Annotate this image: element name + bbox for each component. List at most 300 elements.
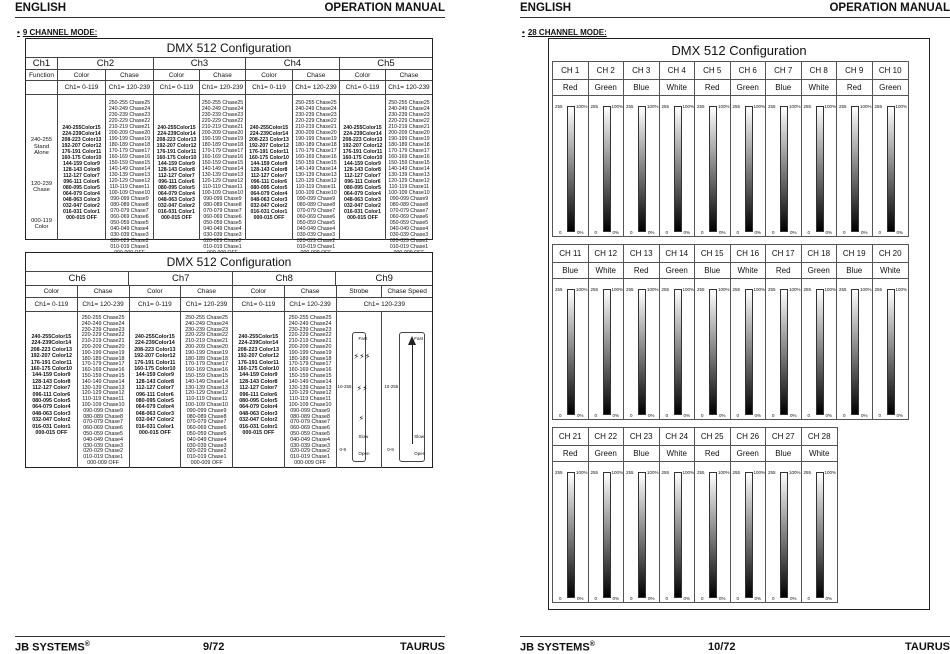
chase-list-item: 220-229 Chase22 [388, 118, 430, 124]
channel-fader-cell [695, 428, 731, 602]
channel-fader-cell [766, 428, 802, 602]
chase-list-item: 180-189 Chase18 [201, 142, 244, 148]
color-list-item: 112-127 Color7 [158, 173, 195, 179]
chase-list-item: 230-239 Chase23 [185, 326, 229, 333]
channel-number: CH 14 [660, 245, 695, 263]
chase-list-item: 170-179 Chase17 [295, 148, 337, 154]
chase-list-item: 040-049 Chase4 [83, 436, 124, 443]
strobe-open-label: Open [358, 451, 370, 456]
channel-color: Green [873, 80, 909, 96]
color-list-item: 128-143 Color8 [32, 378, 71, 385]
channel-fader-cell [802, 245, 838, 419]
channel-fader-cell [802, 428, 838, 602]
channel-color: Green [802, 263, 837, 279]
chase-list-item: 240-249 Chase24 [388, 106, 430, 112]
chase-list-item: 210-219 Chase21 [108, 124, 151, 130]
color-list-item: 128-143 Color8 [135, 378, 175, 385]
channel-number: CH 18 [802, 245, 837, 263]
color-list-item: 048-063 Color3 [32, 410, 71, 417]
chase-list-item: 070-079 Chase7 [186, 419, 227, 426]
color-list-item: 080-095 Color5 [239, 398, 278, 405]
color-list-item: 192-207 Color12 [30, 353, 73, 360]
channel-color: White [802, 446, 838, 462]
mode-heading: • 28 CHANNEL MODE: [522, 28, 607, 37]
ch2-color-value: Ch1= 0-119 [58, 81, 106, 94]
chase-list-item: 180-189 Chase18 [81, 355, 125, 362]
chase-list-item: 250-255 Chase25 [288, 315, 332, 321]
channel-color: Blue [624, 446, 659, 462]
scale-tick-label: 0% [896, 230, 904, 235]
scale-tick-label: 100% [824, 104, 837, 109]
channel-fader-cell [553, 428, 589, 602]
channel-fader-cell [802, 62, 838, 236]
footer-rule [520, 636, 950, 637]
color-list-item: 240-255Color15 [238, 334, 279, 340]
chase-list-item: 050-059 Chase5 [83, 430, 124, 437]
ch3-chase-value: Ch1= 120-239 [200, 81, 246, 94]
color-list-item: 064-079 Color4 [239, 404, 278, 411]
ch2-color-label: Color [58, 70, 106, 80]
channel-fader-cell [766, 245, 802, 419]
chase-list-item: 010-019 Chase1 [296, 244, 336, 250]
chase-list-item: 020-029 Chase2 [296, 238, 336, 244]
chase-list-item: 210-219 Chase21 [185, 338, 229, 345]
dimmer-gradient-bar [674, 289, 682, 415]
strobe-column [337, 312, 383, 468]
chase-list-item: 000-009 OFF [294, 459, 327, 466]
chase-list-item: 240-249 Chase24 [108, 106, 151, 112]
scale-tick-label: 0 [878, 230, 882, 235]
chase-list-item: 130-139 Chase13 [295, 172, 337, 178]
scale-tick-label: 0 [843, 230, 846, 235]
ch9-value: Ch1= 120-239 [363, 301, 405, 308]
chase-list-item: 240-249 Chase24 [295, 106, 337, 112]
channel-number: CH 21 [553, 428, 588, 446]
color-list-item: 016-031 Color1 [250, 209, 288, 215]
chase-list-item: 070-079 Chase7 [290, 419, 331, 426]
chase-list-item: 030-039 Chase3 [290, 442, 331, 449]
channel-number: CH 16 [731, 245, 766, 263]
scale-tick-label: 0% [754, 230, 762, 235]
chase-list-item: 170-179 Chase17 [185, 361, 229, 368]
chase-list-item: 210-219 Chase21 [388, 124, 430, 130]
config-title: DMX 512 Configuration [166, 41, 292, 55]
scale-tick-label: 0 [736, 596, 740, 601]
color-list-item: 192-207 Color12 [342, 143, 383, 149]
fader-row [552, 244, 909, 420]
chase-list-item: 250-255 Chase25 [388, 100, 430, 106]
dimmer-gradient-bar [851, 289, 859, 415]
scale-tick-label: 0% [754, 596, 762, 601]
header-manual: OPERATION MANUAL [829, 2, 950, 14]
chase-list-item: 070-079 Chase7 [83, 419, 124, 426]
color-list-item: 144-159 Color9 [63, 161, 100, 167]
chase-list-item: 150-159 Chase15 [185, 372, 229, 379]
chase-list-item: 100-109 Chase10 [295, 190, 337, 196]
chase-list-item: 230-239 Chase23 [201, 112, 244, 118]
scale-tick-label: 0% [719, 413, 726, 418]
channel-number: CH 23 [624, 428, 659, 446]
color-list-item: 128-143 Color8 [239, 378, 278, 385]
color-list-item: 080-095 Color5 [63, 185, 100, 191]
scale-tick-label: 0% [719, 596, 726, 601]
color-list-item: 064-079 Color4 [344, 191, 381, 197]
chase-list-item: 130-139 Chase13 [388, 172, 430, 178]
channel-color: Blue [766, 80, 801, 96]
scale-tick-label: 255 [626, 104, 634, 109]
scale-tick-label: 0 [559, 413, 562, 418]
chase-list-item: 220-229 Chase22 [201, 118, 244, 124]
blank-cell [26, 81, 58, 94]
color-list-item: 176-191 Color11 [237, 359, 279, 366]
channel-number: CH 4 [660, 62, 695, 80]
fader-row [552, 61, 909, 237]
chase-list-item: 100-109 Chase10 [388, 190, 430, 196]
chase-list-item: 200-209 Chase20 [185, 343, 229, 350]
channel-fader-cell [731, 245, 767, 419]
channel-fader-cell [731, 428, 767, 602]
scale-tick-label: 255 [555, 287, 563, 292]
color-list-item: 112-127 Color7 [63, 173, 100, 179]
scale-tick-label: 100% [824, 470, 837, 475]
strobe-medium-icon: ⚡⚡ [356, 384, 368, 393]
scale-tick-label: 100% [611, 287, 624, 292]
color-list-item: 144-159 Color9 [344, 161, 381, 167]
scale-tick-label: 255 [661, 104, 670, 109]
chase-list-item: 030-039 Chase3 [83, 442, 124, 449]
chase-list-item: 130-139 Chase13 [288, 384, 332, 391]
ch4-chase-value: Ch1= 120-239 [293, 81, 340, 94]
scale-tick-label: 0% [577, 596, 584, 601]
color-list-item: 176-191 Color11 [134, 359, 176, 366]
scale-tick-label: 255 [768, 470, 776, 475]
chase-list-item: 130-139 Chase13 [185, 384, 229, 391]
chase-list-item: 170-179 Chase17 [108, 148, 151, 154]
chase-list-item: 070-079 Chase7 [389, 208, 429, 214]
color-list-item: 000-015 OFF [347, 215, 378, 221]
color-list-item: 128-143 Color8 [344, 167, 381, 173]
scale-tick-label: 0 [594, 413, 598, 418]
color-list-item: 144-159 Color9 [250, 161, 288, 167]
channel-color: Blue [766, 446, 801, 462]
chase-list-item: 140-149 Chase14 [388, 166, 430, 172]
strobe-slow-label: Slow [358, 434, 369, 439]
scale-tick-label: 100% [611, 104, 624, 109]
scale-tick-label: 0 [559, 230, 562, 235]
dimmer-gradient-bar [745, 106, 753, 232]
chase-list-item: 090-099 Chase9 [186, 407, 227, 414]
color-list-item: 208-223 Color13 [30, 346, 73, 353]
dimmer-gradient-bar [709, 106, 717, 232]
chase-list [78, 316, 129, 467]
channel-color: White [660, 446, 695, 462]
value-header-row [26, 297, 432, 311]
scale-tick-label: 255 [803, 287, 812, 292]
channel-color: Red [553, 446, 588, 462]
scale-tick-label: 0% [790, 230, 797, 235]
scale-tick-label: 0% [861, 230, 868, 235]
footer-brand: JB SYSTEMS® [520, 641, 595, 654]
color-list-item: 144-159 Color9 [135, 372, 175, 379]
scale-tick-label: 255 [839, 287, 847, 292]
color-list-item: 016-031 Color1 [63, 209, 100, 215]
chase-list-item: 230-239 Chase23 [295, 112, 337, 118]
color-list-item: 080-095 Color5 [158, 185, 195, 191]
channel-fader-cell [695, 245, 731, 419]
color-list-item: 032-047 Color2 [63, 203, 100, 209]
color-list-item: 208-223 Color13 [61, 137, 102, 143]
scale-tick-label: 100% [860, 104, 872, 109]
chase-list-item: 180-189 Chase18 [288, 355, 332, 362]
scale-tick-label: 100% [753, 470, 766, 475]
scale-tick-label: 255 [697, 287, 705, 292]
channel-fader-cell [624, 62, 660, 236]
scale-tick-label: 255 [697, 470, 705, 475]
color-list-item: 032-047 Color2 [239, 417, 278, 424]
header-rule [520, 17, 950, 18]
chase-list-item: 090-099 Chase9 [110, 196, 149, 202]
color-list-item: 112-127 Color7 [250, 173, 288, 179]
chase-list-item: 200-209 Chase20 [201, 130, 244, 136]
channel-color: Green [589, 446, 624, 462]
chase-list-item: 190-199 Chase19 [388, 136, 430, 142]
color-list-item: 208-223 Color13 [237, 346, 280, 353]
color-list-item: 064-079 Color4 [158, 191, 195, 197]
page-header [15, 2, 445, 16]
chase-list-item: 050-059 Chase5 [290, 430, 331, 437]
dmx-config-28ch [548, 38, 930, 610]
color-list-item: 032-047 Color2 [32, 417, 71, 424]
color-list-item: 240-255Color15 [343, 125, 382, 131]
scale-tick-label: 255 [768, 287, 776, 292]
dimmer-gradient-bar [638, 472, 646, 598]
chase-list-item: 120-129 Chase12 [288, 390, 332, 397]
chase-list-item: 160-169 Chase16 [388, 154, 430, 160]
dimmer-gradient-bar [780, 472, 788, 598]
scale-tick-label: 100% [682, 470, 695, 475]
chase-list-item: 160-169 Chase16 [295, 154, 337, 160]
scale-tick-label: 100% [860, 287, 872, 292]
scale-tick-label: 0 [594, 596, 598, 601]
color-list [340, 125, 385, 221]
values-row-bottom [26, 311, 432, 468]
chase-list-item: 220-229 Chase22 [295, 118, 337, 124]
chase-list-item: 140-149 Chase14 [295, 166, 337, 172]
chase-list-item: 180-189 Chase18 [108, 142, 151, 148]
color-list-item: 032-047 Color2 [158, 203, 195, 209]
ch6-header: Ch6 [26, 272, 129, 285]
footer-rule [15, 636, 445, 637]
scale-tick-label: 0 [630, 413, 633, 418]
function-label: Function [26, 70, 58, 80]
color-list-item: 000-015 OFF [35, 430, 68, 437]
ch4-color-label: Color [246, 70, 293, 80]
chase-list-item: 030-039 Chase3 [110, 232, 149, 238]
color-list-item: 176-191 Color11 [61, 149, 102, 155]
color-list-item: 080-095 Color5 [32, 398, 71, 405]
color-list-item: 192-207 Color12 [156, 143, 197, 149]
chase-list-item: 160-169 Chase16 [288, 367, 332, 374]
dimmer-gradient-bar [745, 289, 753, 415]
chase-list-item: 010-019 Chase1 [186, 454, 227, 461]
chase-list-item: 120-129 Chase12 [295, 178, 337, 184]
channel-fader-cell [873, 245, 909, 419]
scale-tick-label: 100% [753, 287, 766, 292]
ch6-chase-value: Ch1= 120-239 [78, 298, 130, 311]
color-list-item: 128-143 Color8 [158, 167, 195, 173]
dimmer-gradient-bar [851, 106, 859, 232]
color-list-item: 160-175 Color10 [249, 155, 289, 161]
ch7-header: Ch7 [129, 272, 232, 285]
scale-tick-label: 100% [824, 287, 837, 292]
chase-list-item: 220-229 Chase22 [108, 118, 151, 124]
chase-list-item: 020-029 Chase2 [186, 448, 227, 455]
chase-list-item: 070-079 Chase7 [296, 208, 336, 214]
ch3-header: Ch3 [154, 58, 246, 69]
chase-list-item: 040-049 Chase4 [389, 226, 429, 232]
channel-color: Blue [624, 80, 659, 96]
channel-color: Green [589, 80, 624, 96]
color-list-item: 144-159 Color9 [239, 372, 278, 379]
ch8-color-label: Color [233, 286, 285, 297]
chase-list-item: 090-099 Chase9 [203, 196, 242, 202]
chase-list-item: 160-169 Chase16 [81, 367, 125, 374]
dimmer-gradient-bar [567, 106, 575, 232]
chase-list [285, 316, 336, 467]
scale-tick-label: 0% [825, 413, 833, 418]
scale-tick-label: 255 [590, 287, 599, 292]
channel-header-row [26, 57, 432, 69]
scale-tick-label: 0% [896, 413, 904, 418]
dimmer-gradient-bar [603, 106, 611, 232]
header-language: ENGLISH [520, 2, 572, 14]
channel-number: CH 9 [837, 62, 872, 80]
ch2-header: Ch2 [58, 58, 154, 69]
channel-color: White [660, 80, 695, 96]
scale-tick-label: 0% [683, 413, 691, 418]
chase-list-item: 110-119 Chase11 [202, 184, 243, 190]
scale-tick-label: 0% [648, 230, 655, 235]
scale-tick-label: 255 [803, 470, 812, 475]
scale-tick-label: 0 [594, 230, 598, 235]
header-manual: OPERATION MANUAL [324, 2, 445, 14]
chase-list-item: 230-239 Chase23 [388, 112, 430, 118]
scale-tick-label: 0 [665, 230, 669, 235]
channel-number: CH 15 [695, 245, 730, 263]
channel-fader-cell [873, 62, 909, 236]
channel-color: Green [731, 80, 766, 96]
color-list-item: 240-255Color15 [157, 125, 196, 131]
chase-list-item: 180-189 Chase18 [388, 142, 430, 148]
color-list-item: 240-255Color15 [249, 125, 289, 131]
channel-color: Red [837, 80, 872, 96]
ch5-color-label: Color [340, 70, 386, 80]
ch7-chase-label: Chase [181, 286, 233, 297]
chase-list-item: 200-209 Chase20 [81, 343, 125, 350]
chase-list-item: 170-179 Chase17 [388, 148, 430, 154]
ch4-chase-label: Chase [293, 70, 340, 80]
color-list-item: 032-047 Color2 [344, 203, 381, 209]
chase-list-item: 080-089 Chase8 [203, 202, 242, 208]
chase-list-item: 050-059 Chase5 [296, 220, 336, 226]
color-list-item: 192-207 Color12 [249, 143, 289, 149]
strobe-fast-label: Fast [358, 336, 368, 341]
chase-list-item: 210-219 Chase21 [201, 124, 244, 130]
color-list-item: 192-207 Color12 [61, 143, 102, 149]
channel-fader-cell [660, 245, 696, 419]
channel-color: Blue [837, 263, 872, 279]
scale-tick-label: 0% [577, 413, 584, 418]
scale-tick-label: 0 [772, 413, 775, 418]
channel-number: CH 7 [766, 62, 801, 80]
chase-list-item: 190-199 Chase19 [288, 349, 332, 356]
ch4-color-value: Ch1= 0-119 [246, 81, 293, 94]
chase-list-item: 060-069 Chase6 [203, 214, 242, 220]
color-list-item: 096-111 Color6 [158, 179, 195, 185]
color-list-item: 224-239Color14 [157, 131, 196, 137]
scale-tick-label: 100% [647, 287, 659, 292]
chase-list-item: 120-129 Chase12 [81, 390, 125, 397]
scale-tick-label: 0 [701, 596, 704, 601]
chase-list-item: 110-119 Chase11 [388, 184, 430, 190]
chase-list-item: 110-119 Chase11 [289, 396, 331, 403]
color-list-item: 112-127 Color7 [344, 173, 381, 179]
color-list-item: 048-063 Color3 [250, 197, 288, 203]
scale-tick-label: 100% [647, 470, 659, 475]
color-list-item: 224-239Color14 [134, 340, 175, 347]
chase-list-item: 030-039 Chase3 [389, 232, 429, 238]
channel-fader-cell [660, 428, 696, 602]
chase-list-item: 080-089 Chase8 [83, 413, 124, 420]
color-list-item: 112-127 Color7 [32, 385, 71, 392]
color-list-item: 192-207 Color12 [237, 353, 280, 360]
function-chase: 120-239 Chase [30, 180, 53, 193]
channel-number: CH 17 [766, 245, 801, 263]
scale-tick-label: 100% [895, 287, 908, 292]
chase-list-item: 150-159 Chase15 [201, 160, 244, 166]
color-list-item: 000-015 OFF [161, 215, 192, 221]
color-list-item: 112-127 Color7 [135, 385, 174, 392]
ch3-color-label: Color [154, 70, 200, 80]
chase-list-item: 120-129 Chase12 [388, 178, 430, 184]
color-list-item: 208-223 Color13 [134, 346, 176, 353]
scale-tick-label: 255 [661, 287, 670, 292]
ch7-color-label: Color [130, 286, 182, 297]
chase-list-item: 010-019 Chase1 [110, 244, 149, 250]
chase-list-item: 130-139 Chase13 [108, 172, 151, 178]
footer-product: TAURUS [904, 641, 950, 653]
channel-number: CH 28 [802, 428, 838, 446]
chase-list-item: 250-255 Chase25 [295, 100, 337, 106]
scale-tick-label: 100% [718, 104, 730, 109]
ch5-header: Ch5 [377, 58, 395, 69]
channel-fader-cell [589, 62, 625, 236]
scale-tick-label: 0 [665, 596, 669, 601]
header-rule [15, 17, 445, 18]
scale-tick-label: 0% [612, 413, 620, 418]
chase-list [106, 100, 153, 256]
chase-list-item: 150-159 Chase15 [108, 160, 151, 166]
channel-fader-cell [837, 245, 873, 419]
channel-number: CH 6 [731, 62, 766, 80]
scale-tick-label: 0 [878, 413, 882, 418]
sub-header-row [26, 69, 432, 80]
speed-arrow-line [412, 344, 413, 444]
chase-list-item: 090-099 Chase9 [290, 407, 331, 414]
chase-list-item: 080-089 Chase8 [290, 413, 331, 420]
color-list-item: 208-223 Color13 [342, 137, 383, 143]
scale-tick-label: 100% [789, 470, 801, 475]
